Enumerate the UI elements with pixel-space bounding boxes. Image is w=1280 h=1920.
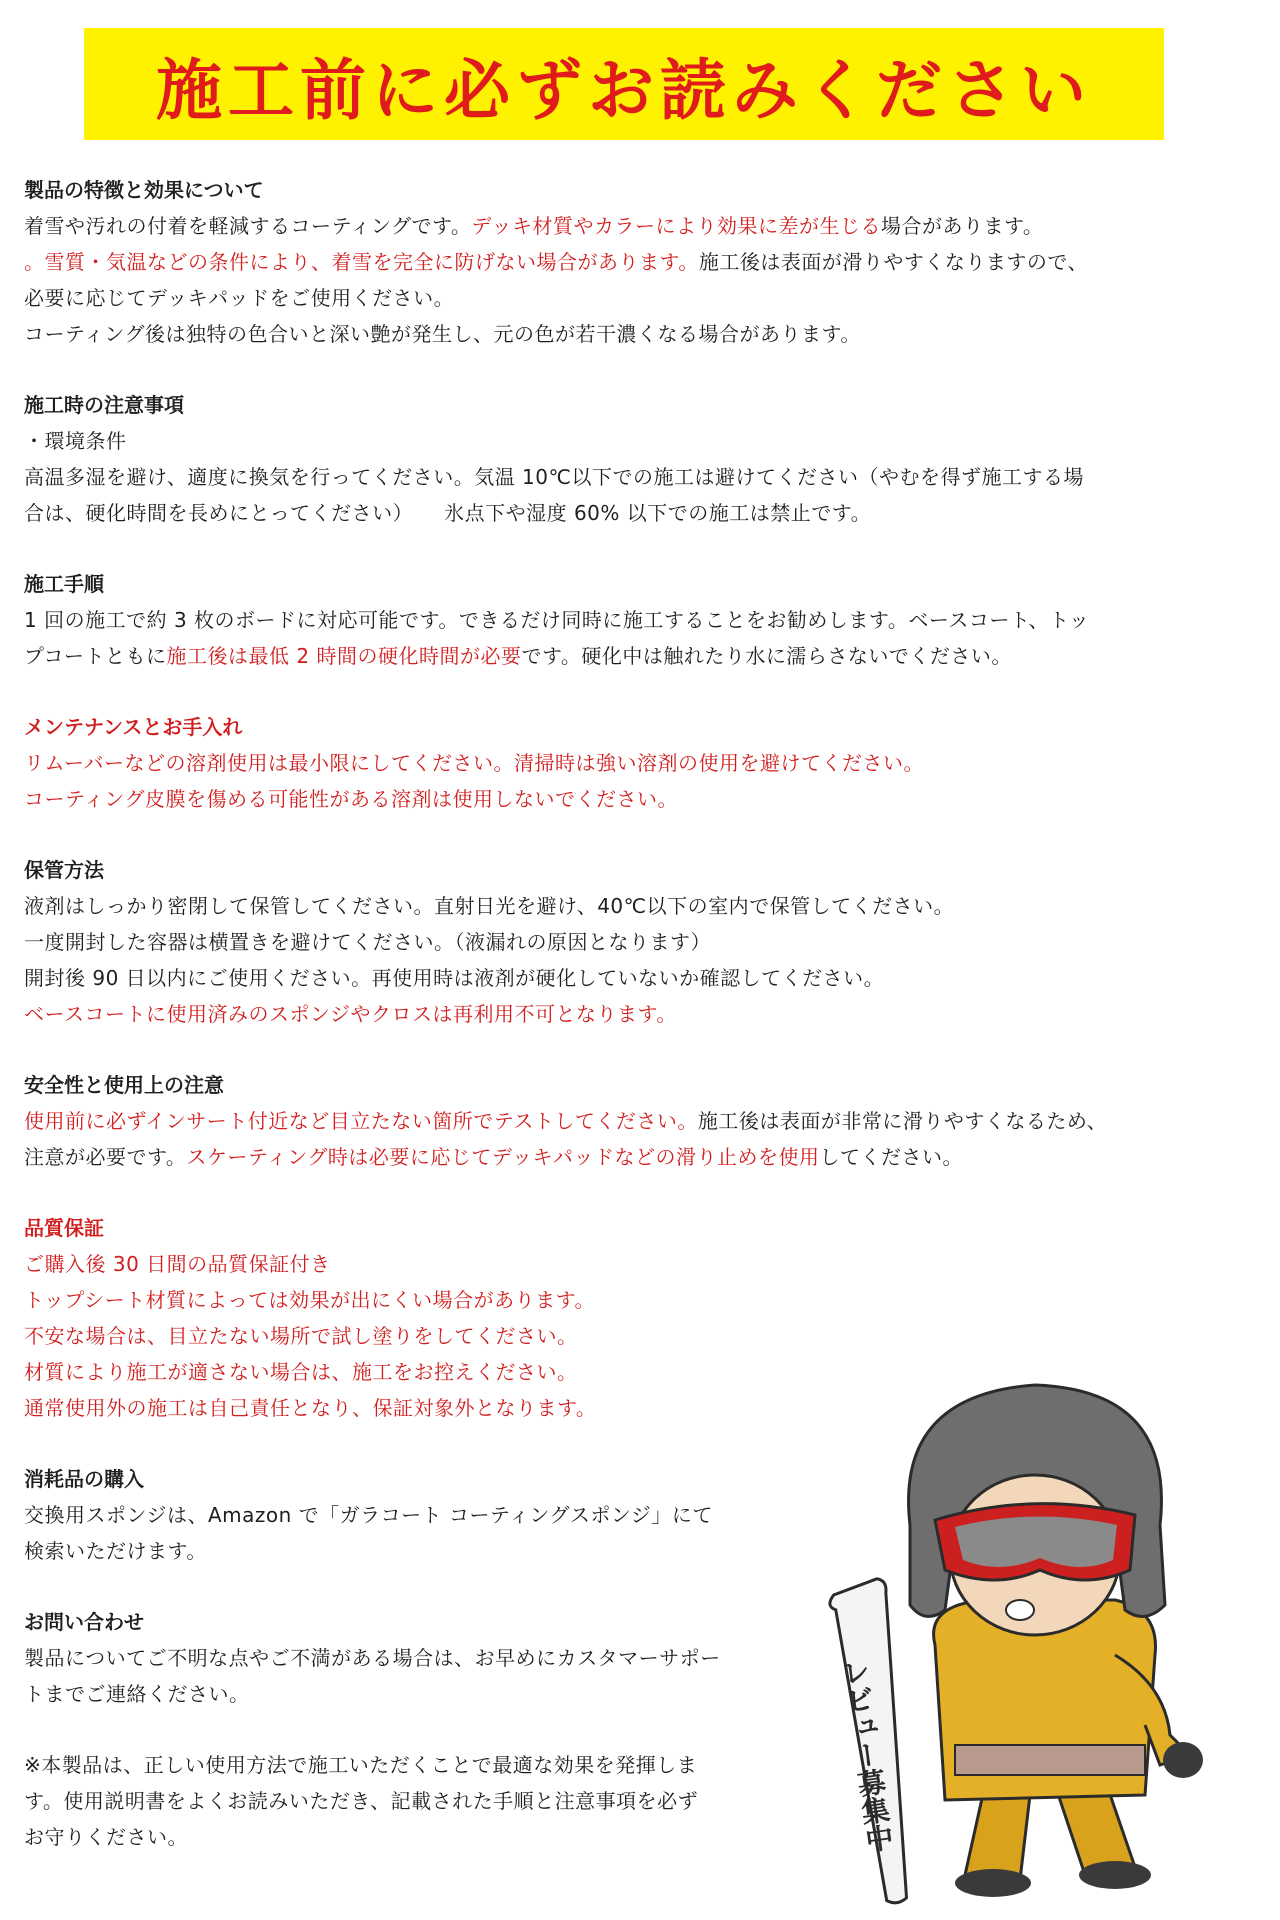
- snowboarder-mascot-icon: [815, 1355, 1270, 1910]
- highlight-text: デッキ材質やカラーにより効果に差が生じる: [471, 214, 882, 238]
- paragraph-line: 合は、硬化時間を長めにとってください） 氷点下や湿度 60% 以下での施工は禁止です。: [24, 501, 872, 525]
- paragraph-line: 交換用スポンジは、Amazon で「ガラコート コーティングスポンジ」にて: [24, 1503, 713, 1527]
- text-span: プコートともに: [24, 644, 167, 668]
- paragraph-line: [24, 208, 1234, 244]
- mascot-belt: [955, 1745, 1145, 1775]
- paragraph-line: ・環境条件: [24, 429, 127, 453]
- mascot-mouth: [1006, 1600, 1034, 1620]
- paragraph-line: [24, 244, 1234, 280]
- section-heading: 施工手順: [24, 572, 104, 596]
- mascot-boot: [955, 1869, 1031, 1897]
- paragraph-line: 検索いただけます。: [24, 1539, 207, 1563]
- mascot-glove: [1163, 1742, 1203, 1778]
- paragraph-line: 高温多湿を避け、適度に換気を行ってください。気温 10℃以下での施工は避けてください（やむを得ず施工する場: [24, 465, 1084, 489]
- section-heading: 製品の特徴と効果について: [24, 178, 264, 202]
- section-heading: 施工時の注意事項: [24, 393, 184, 417]
- paragraph-line: 製品についてご不明な点やご不満がある場合は、お早めにカスタマーサポー: [24, 1646, 721, 1670]
- paragraph-line: ベースコートに使用済みのスポンジやクロスは再利用不可となります。: [24, 1002, 677, 1026]
- section-features: [24, 172, 1234, 352]
- section-safety: [24, 1067, 1234, 1175]
- text-span: 場合があります。: [881, 214, 1044, 238]
- paragraph-line: 不安な場合は、目立たない場所で試し塗りをしてください。: [24, 1324, 578, 1348]
- paragraph-line: コーティング後は独特の色合いと深い艶が発生し、元の色が若干濃くなる場合があります。: [24, 322, 861, 346]
- text-span: 注意が必要です。: [24, 1145, 187, 1169]
- highlight-text: スケーティング時は必要に応じてデッキパッドなどの滑り止めを使用: [186, 1145, 820, 1169]
- section-heading: メンテナンスとお手入れ: [24, 715, 243, 739]
- paragraph-line: 1 回の施工で約 3 枚のボードに対応可能です。できるだけ同時に施工することをお勧めします。ベースコート、トッ: [24, 608, 1090, 632]
- paragraph-line: 必要に応じてデッキパッドをご使用ください。: [24, 286, 455, 310]
- paragraph-line: [24, 638, 1234, 674]
- text-span: 施工後は表面が滑りやすくなりますので、: [698, 250, 1089, 274]
- text-span: してください。: [819, 1145, 964, 1169]
- paragraph-line: 通常使用外の施工は自己責任となり、保証対象外となります。: [24, 1396, 597, 1420]
- section-heading: 消耗品の購入: [24, 1467, 144, 1491]
- paragraph-line: 一度開封した容器は横置きを避けてください。（液漏れの原因となります）: [24, 930, 711, 954]
- page-title: 施工前に必ずお読みください: [156, 51, 1092, 129]
- paragraph-line: [24, 1103, 1234, 1139]
- paragraph-line: リムーバーなどの溶剤使用は最小限にしてください。清掃時は強い溶剤の使用を避けてください。: [24, 751, 924, 775]
- text-span: です。硬化中は触れたり水に濡らさないでください。: [521, 644, 1012, 668]
- paragraph-line: 材質により施工が適さない場合は、施工をお控えください。: [24, 1360, 578, 1384]
- paragraph-line: 液剤はしっかり密閉して保管してください。直射日光を避け、40℃以下の室内で保管してください。: [24, 894, 955, 918]
- section-procedure: [24, 566, 1234, 674]
- highlight-text: 雪質・気温などの条件により、着雪を完全に防げない場合があります。: [44, 250, 699, 274]
- paragraph-line: トップシート材質によっては効果が出にくい場合があります。: [24, 1288, 595, 1312]
- paragraph-line: コーティング皮膜を傷める可能性がある溶剤は使用しないでください。: [24, 787, 678, 811]
- text-span: 。: [24, 250, 45, 274]
- section-maintenance: [24, 709, 1234, 817]
- section-precautions: [24, 387, 1234, 531]
- paragraph-line: ご購入後 30 日間の品質保証付き: [24, 1252, 331, 1276]
- mascot-goggle-lens: [955, 1516, 1117, 1567]
- text-span: 施工後は表面が非常に滑りやすくなるため、: [697, 1109, 1108, 1133]
- mascot-board-text: レビュー募集中: [836, 1655, 897, 1855]
- mascot-boot: [1079, 1861, 1151, 1889]
- title-banner: [84, 28, 1164, 140]
- paragraph-line: す。使用説明書をよくお読みいただき、記載された手順と注意事項を必ず: [24, 1789, 699, 1813]
- section-heading: お問い合わせ: [24, 1610, 144, 1634]
- paragraph-line: 開封後 90 日以内にご使用ください。再使用時は液剤が硬化していないか確認してください。: [24, 966, 885, 990]
- section-heading: 安全性と使用上の注意: [24, 1073, 224, 1097]
- highlight-text: 使用前に必ずインサート付近など目立たない箇所でテストしてください。: [24, 1109, 698, 1133]
- paragraph-line: お守りください。: [24, 1825, 188, 1849]
- paragraph-line: [24, 1139, 1234, 1175]
- section-heading: 保管方法: [24, 858, 104, 882]
- text-span: 着雪や汚れの付着を軽減するコーティングです。: [24, 214, 472, 238]
- section-heading: 品質保証: [24, 1216, 104, 1240]
- paragraph-line: トまでご連絡ください。: [24, 1682, 250, 1706]
- section-storage: [24, 852, 1234, 1032]
- paragraph-line: ※本製品は、正しい使用方法で施工いただくことで最適な効果を発揮しま: [24, 1753, 698, 1777]
- highlight-text: 施工後は最低 2 時間の硬化時間が必要: [166, 644, 522, 668]
